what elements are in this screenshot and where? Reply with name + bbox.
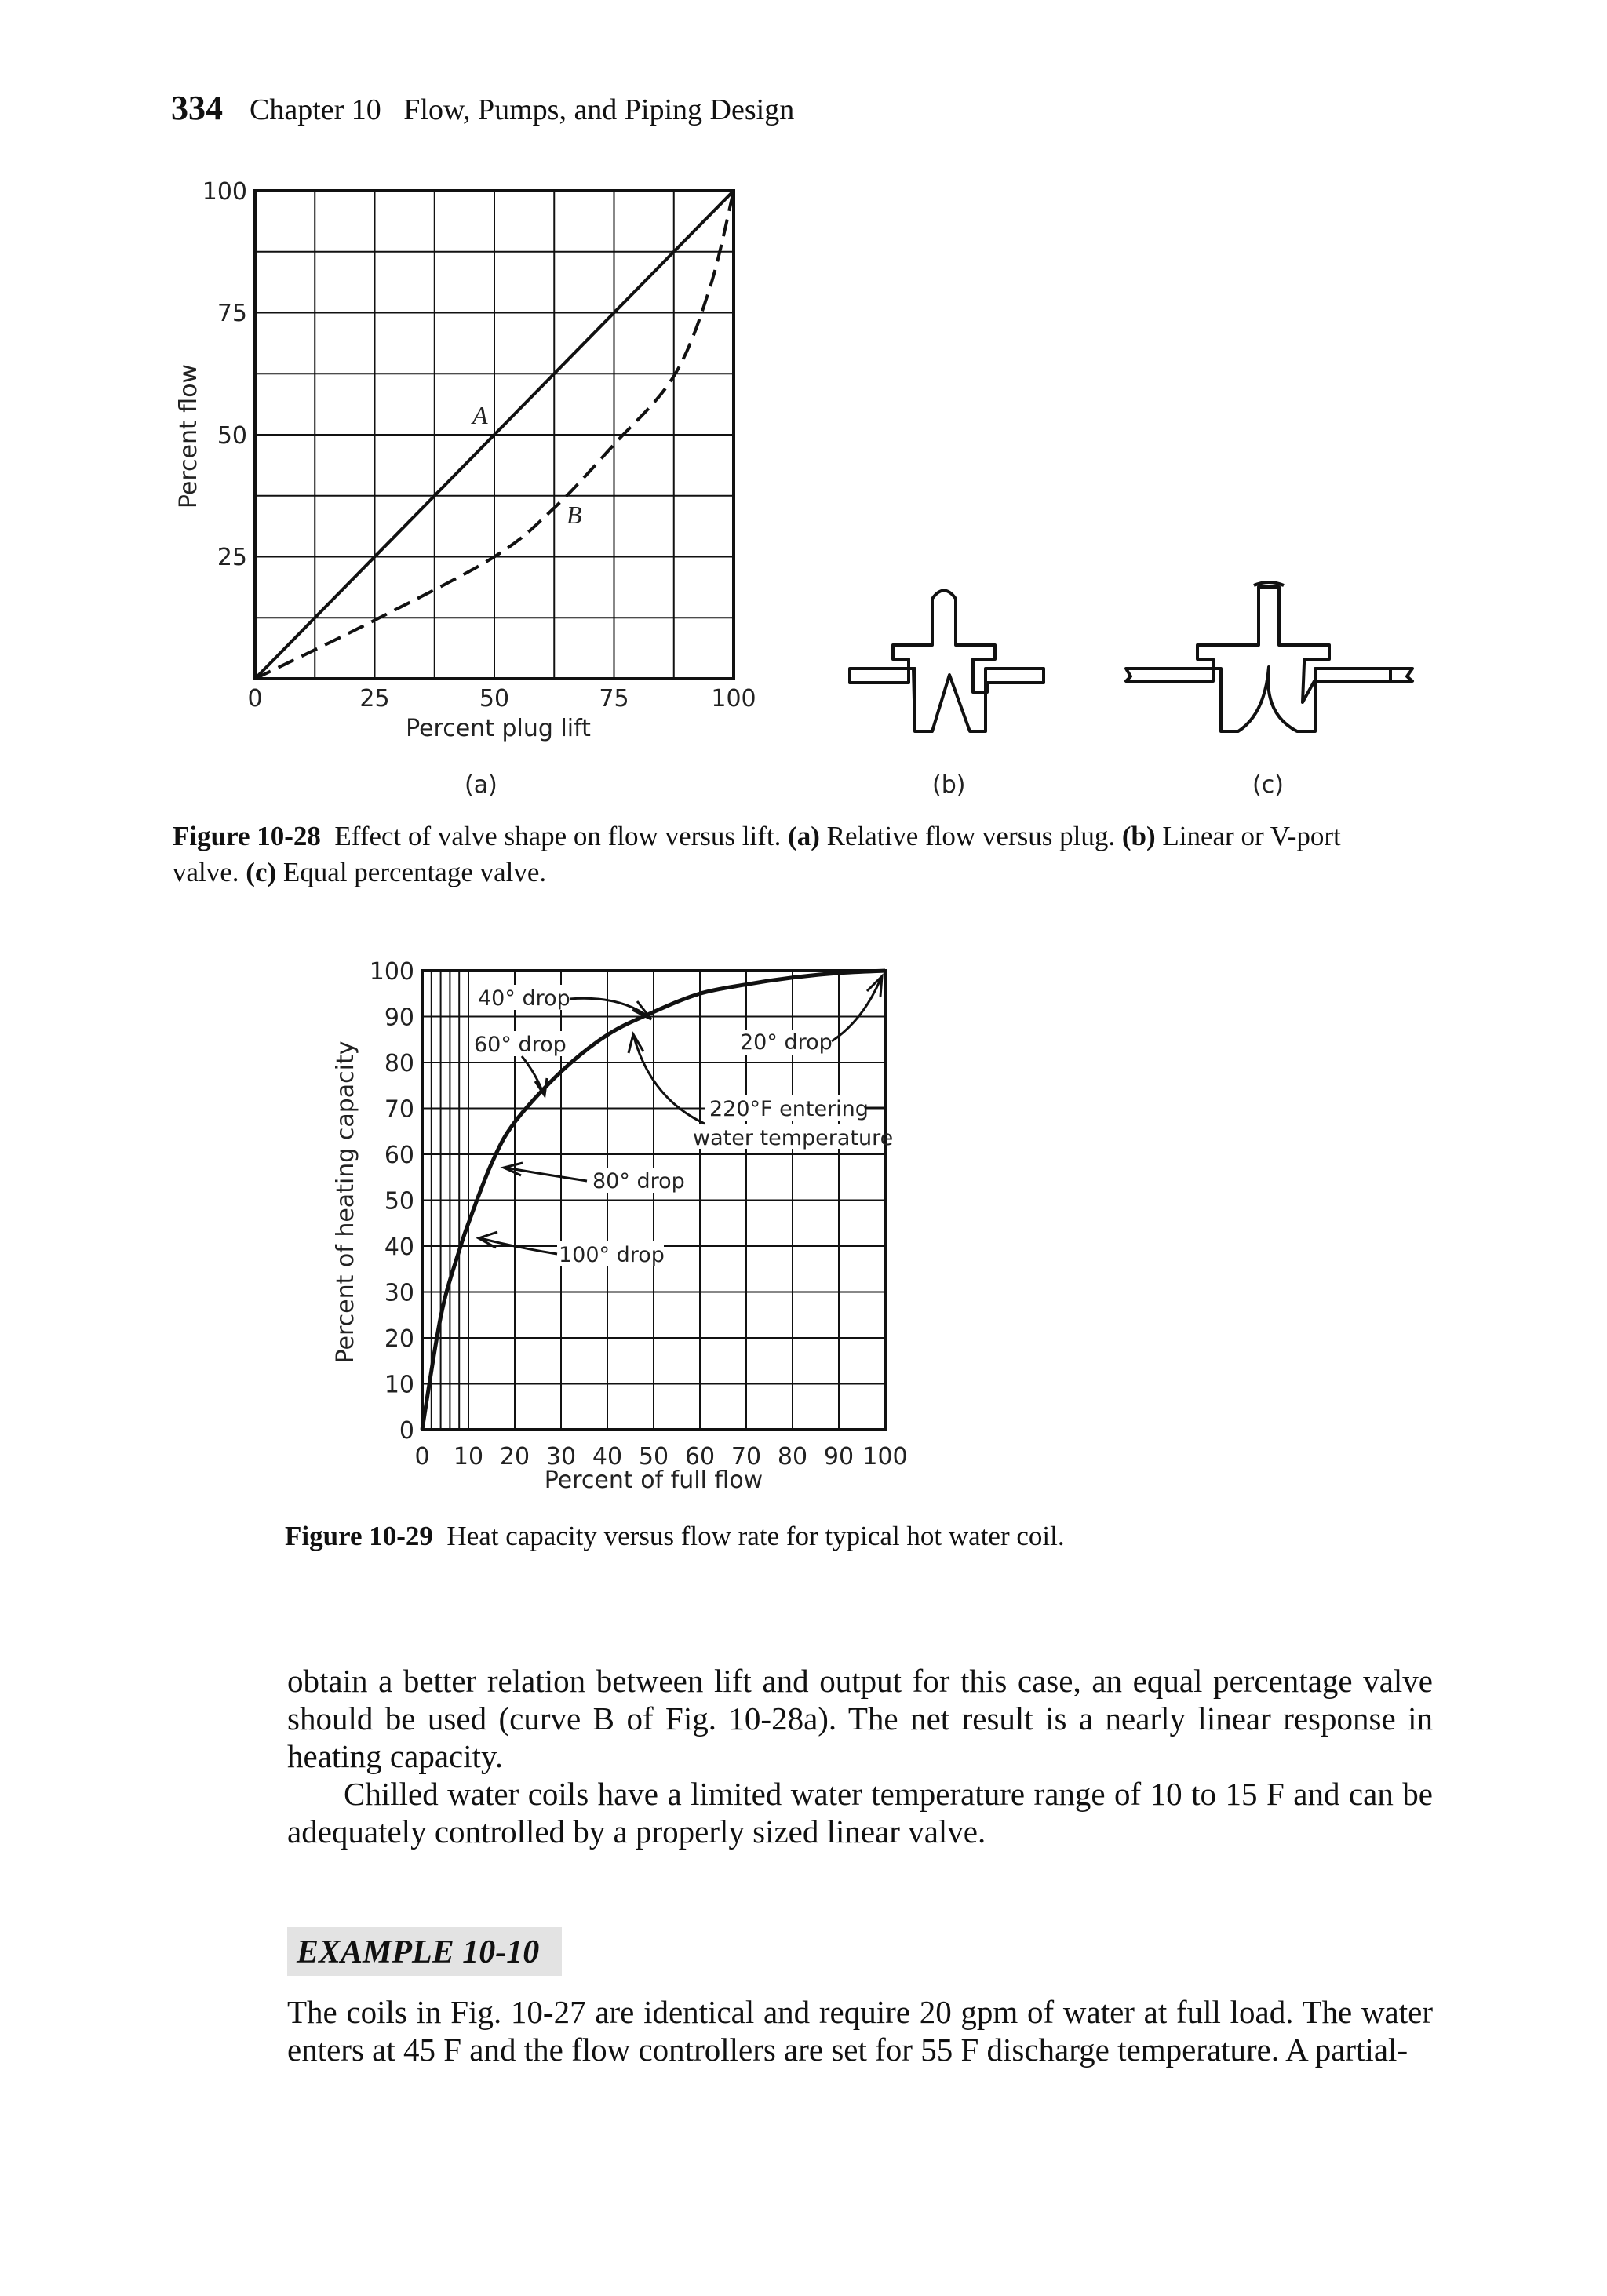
example-heading bbox=[287, 1927, 562, 1976]
chart-29-xtick-100: 100 bbox=[862, 1443, 908, 1471]
page-number: 334 bbox=[171, 89, 223, 127]
series-a-label: A bbox=[472, 401, 488, 429]
chart-29-ylabel: Percent of heating capacity bbox=[332, 1040, 359, 1364]
chart-29-xlabel: Percent of full flow bbox=[544, 1467, 763, 1494]
chart-29-ytick-10: 10 bbox=[384, 1371, 414, 1399]
chapter-title: Flow, Pumps, and Piping Design bbox=[403, 93, 795, 126]
chart-a-ytick-100: 100 bbox=[202, 178, 247, 206]
paragraph-3: The coils in Fig. 10-27 are identical and require 20 gpm of water at full load. The water enters at 45 F and the flow controllers are set for 55 F discharge temperature. A partial- bbox=[287, 1994, 1433, 2068]
chart-29-ytick-80: 80 bbox=[384, 1050, 414, 1077]
chart-29-ytick-20: 20 bbox=[384, 1325, 414, 1353]
chart-a-xtick-25: 25 bbox=[359, 685, 390, 712]
figure-10-28-caption bbox=[173, 818, 1444, 891]
chart-29-xtick-30: 30 bbox=[545, 1443, 577, 1471]
series-b-label: B bbox=[567, 501, 582, 529]
chart-29-xtick-60: 60 bbox=[684, 1443, 716, 1471]
chart-29-ytick-0: 0 bbox=[399, 1417, 414, 1445]
chart-29-ytick-60: 60 bbox=[384, 1142, 414, 1169]
annotation-80-drop: 80° drop bbox=[592, 1169, 685, 1194]
chart-a-ylabel: Percent flow bbox=[175, 363, 202, 509]
fig-28-c-tag: (c) bbox=[246, 857, 277, 887]
fig-28-cont: valve. bbox=[173, 857, 239, 887]
fig-28-a-text: Relative flow versus plug. bbox=[826, 821, 1116, 851]
chart-a-xtick-50: 50 bbox=[479, 685, 510, 712]
chart-29-ytick-90: 90 bbox=[384, 1004, 414, 1032]
chart-29-xtick-90: 90 bbox=[823, 1443, 855, 1471]
chart-a-ytick-50: 50 bbox=[217, 422, 247, 450]
annotation-20-drop: 20° drop bbox=[740, 1030, 833, 1055]
chart-29-ytick-70: 70 bbox=[384, 1095, 414, 1124]
chart-10-28a bbox=[255, 191, 734, 679]
paragraph-1: obtain a better relation between lift and output for this case, an equal percentage valve should be used (curve B of Fig. 10-28a). The net result is a nearly linear response in heating capacity. bbox=[287, 1663, 1433, 1774]
chart-a-xlabel: Percent plug lift bbox=[406, 715, 591, 742]
annotation-60-drop: 60° drop bbox=[474, 1033, 567, 1057]
annotation-40-drop: 40° drop bbox=[478, 986, 570, 1011]
panel-label-c: (c) bbox=[1252, 771, 1284, 799]
panel-label-a: (a) bbox=[465, 771, 497, 799]
chart-29-xtick-50: 50 bbox=[638, 1443, 669, 1471]
paragraph-2: Chilled water coils have a limited water temperature range of 10 to 15 F and can be adequately controlled by a properly sized linear valve. bbox=[287, 1776, 1433, 1850]
chart-a-xtick-75: 75 bbox=[599, 685, 629, 712]
annotation-entering-temp-line1: 220°F entering bbox=[709, 1097, 869, 1121]
body-text-upper bbox=[287, 1662, 1433, 1850]
chart-29-xtick-10: 10 bbox=[453, 1443, 484, 1471]
annotation-entering-temp-line2: water temperature bbox=[693, 1126, 894, 1150]
chart-a-xtick-100: 100 bbox=[711, 685, 756, 712]
fig-28-b-text: Linear or V-port bbox=[1162, 821, 1341, 851]
chart-29-xtick-0: 0 bbox=[414, 1443, 430, 1471]
chart-29-xtick-40: 40 bbox=[592, 1443, 623, 1471]
figure-10-29-caption bbox=[285, 1518, 1383, 1554]
fig-28-a-tag: (a) bbox=[788, 821, 820, 851]
chart-a-ytick-75: 75 bbox=[217, 300, 247, 327]
annotation-100-drop: 100° drop bbox=[559, 1243, 665, 1267]
chart-a-ytick-25: 25 bbox=[217, 544, 247, 571]
body-text-lower bbox=[287, 1993, 1433, 2068]
chart-a-xtick-0: 0 bbox=[247, 685, 263, 712]
fig-28-c-text: Equal percentage valve. bbox=[282, 857, 547, 887]
chart-29-xtick-20: 20 bbox=[499, 1443, 530, 1471]
chart-29-ytick-30: 30 bbox=[384, 1279, 414, 1307]
chart-29-xtick-80: 80 bbox=[777, 1443, 808, 1471]
chapter-label: Chapter 10 bbox=[250, 93, 381, 126]
chart-29-xtick-70: 70 bbox=[731, 1443, 762, 1471]
fig-28-lead: Effect of valve shape on flow versus lift. bbox=[334, 821, 782, 851]
chart-29-ytick-50: 50 bbox=[384, 1187, 414, 1215]
fig-29-text: Heat capacity versus flow rate for typical hot water coil. bbox=[446, 1521, 1065, 1551]
linear-v-port-valve-drawing bbox=[850, 591, 1044, 732]
chart-29-ytick-40: 40 bbox=[384, 1234, 414, 1261]
chart-29-ytick-100: 100 bbox=[369, 958, 414, 986]
fig-28-b-tag: (b) bbox=[1121, 821, 1156, 851]
example-title: EXAMPLE 10-10 bbox=[297, 1934, 540, 1970]
equal-percentage-valve-drawing bbox=[1126, 582, 1412, 731]
fig-28-label: Figure 10-28 bbox=[173, 821, 321, 851]
panel-label-b: (b) bbox=[932, 771, 966, 799]
fig-29-label: Figure 10-29 bbox=[285, 1521, 433, 1551]
